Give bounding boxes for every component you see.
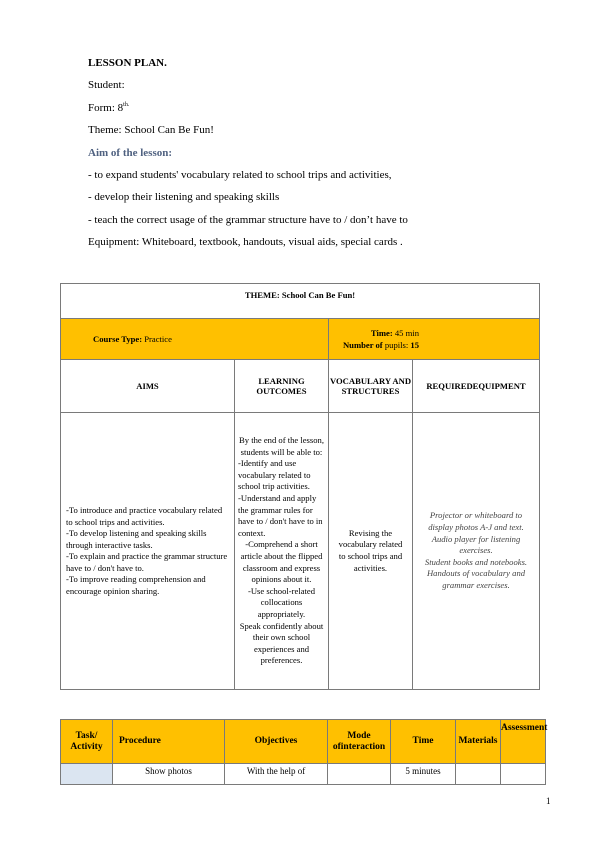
theme-line: Theme: School Can Be Fun!: [88, 124, 214, 137]
time-pupils-cell: Time: 45 min Number of pupils: 15: [329, 319, 540, 360]
aims-cell: [61, 413, 235, 690]
form-line: [88, 101, 548, 123]
vocabulary-cell: Revising the vocabulary related to school trips and activities.: [329, 413, 413, 690]
course-type-label: Course Type:: [93, 334, 143, 344]
task-header-activity: Task/ Activity: [61, 720, 113, 764]
column-header-vocabulary: VOCABULARY AND STRUCTURES: [329, 360, 413, 413]
outcome-line: Speak confidently about their own school experiences and preferences.: [239, 620, 324, 666]
aim-item: - develop their listening and speaking skills: [88, 191, 280, 204]
theme-table: [60, 283, 540, 690]
task-activity-cell: [61, 764, 113, 785]
equipment-cell: [413, 413, 540, 690]
lesson-plan-title: LESSON PLAN.: [88, 57, 167, 69]
equipment-item: Audio player for listening exercises.: [431, 533, 521, 556]
pupils-word: pupils: [384, 340, 406, 350]
form-text: Form: 8: [88, 101, 124, 114]
lesson-plan-header: [88, 56, 548, 258]
outcome-line: By the end of the lesson, students will be able to:: [239, 435, 324, 457]
task-header-assessment: Assessment: [501, 720, 546, 764]
aims-line: -To develop listening and speaking skills through interactive tasks.: [66, 528, 207, 550]
equipment-item: Student books and notebooks.: [424, 556, 528, 567]
aims-line: -To explain and practice the grammar structure have to / don't have to.: [66, 551, 228, 573]
outcome-line: -Use school-related collocations appropriately.: [247, 585, 316, 619]
outcome-line: -Understand and apply the grammar rules for have to / don't have to in context.: [238, 493, 323, 538]
column-header-outcomes: LEARNING OUTCOMES: [235, 360, 329, 413]
equipment-item: Projector or whiteboard to display photos A-J and text.: [428, 510, 524, 533]
task-table: [60, 719, 546, 785]
task-objectives-cell: With the help of: [225, 764, 328, 785]
course-type-cell: [61, 319, 329, 360]
column-header-aims: AIMS: [61, 360, 235, 413]
page-number: 1: [546, 796, 551, 806]
task-mode-cell: [328, 764, 391, 785]
equipment-item: Handouts of vocabulary and grammar exercises.: [426, 568, 526, 590]
table-row: [61, 764, 546, 785]
aim-item: - teach the correct usage of the grammar structure have to / don’t have to: [88, 213, 408, 226]
aims-line: -To introduce and practice vocabulary related to school trips and activities.: [66, 505, 223, 527]
task-header-procedure: Procedure: [113, 720, 225, 764]
task-header-mode: Mode ofinteraction: [328, 720, 391, 764]
pupils-value: 15: [410, 340, 419, 350]
task-header-time: Time: [391, 720, 456, 764]
form-superscript: th.: [123, 101, 130, 108]
task-header-objectives: Objectives: [225, 720, 328, 764]
time-label: Time:: [370, 328, 393, 338]
time-value: 45 min: [394, 328, 419, 338]
equipment-line: Equipment: Whiteboard, textbook, handouts, visual aids, special cards .: [88, 236, 403, 249]
student-line: Student:: [88, 79, 125, 92]
theme-table-title: THEME: School Can Be Fun!: [61, 284, 540, 319]
task-assessment-cell: [501, 764, 546, 785]
task-procedure-cell: Show photos: [113, 764, 225, 785]
task-time-cell: 5 minutes: [391, 764, 456, 785]
task-materials-cell: [456, 764, 501, 785]
aim-heading: Aim of the lesson:: [88, 146, 173, 159]
column-header-equipment: REQUIREDEQUIPMENT: [413, 360, 540, 413]
aim-item: - to expand students' vocabulary related to school trips and activities,: [88, 168, 392, 181]
outcomes-cell: [235, 413, 329, 690]
pupils-label: Number of: [342, 340, 383, 350]
course-type-value: Practice: [144, 334, 172, 344]
task-header-materials: Materials: [456, 720, 501, 764]
outcome-line: -Comprehend a short article about the flipped classroom and express opinions about it.: [240, 539, 323, 585]
aims-line: -To improve reading comprehension and encourage opinion sharing.: [66, 574, 206, 596]
outcome-line: -Identify and use vocabulary related to school trip activities.: [238, 458, 311, 492]
